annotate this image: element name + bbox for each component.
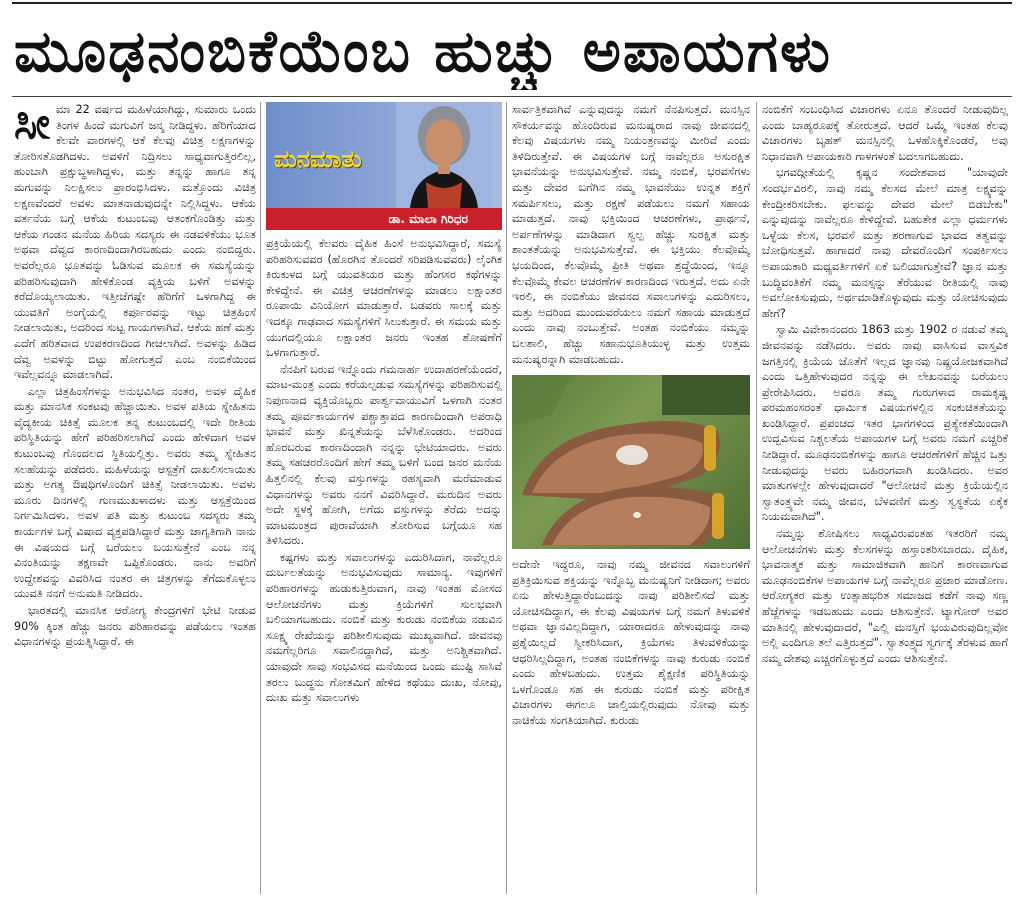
article-headline: ಮೂಢನಂಬಿಕೆಯೆಂಬ ಹುಚ್ಚು ಅಪಾಯಗಳು <box>14 17 832 85</box>
top-rule <box>12 2 1012 4</box>
column-1 <box>14 102 256 894</box>
paragraph: ಭಗವದ್ಗೀತೆಯಲ್ಲಿ ಕೃಷ್ಣನ ಸಂದೇಶವಾದ "ಯಾವುದೇ ಸಂದರ್ಭವಿರಲಿ, ನಾವು ನಮ್ಮ ಕೆಲಸದ ಮೇಲೆ ಮಾತ್ರ ಲಕ್ಷ್ಯವನ್ನು ಕೇಂದ್ರೀಕರಿಸಬೇಕು. ಫಲವನ್ನು ದೇವರ ಮೇಲೆ ಬಿಡಬೇಕು" ಎನ್ನುವುದನ್ನು ನಾವೆಲ್ಲರೂ ಕೇಳಿದ್ದೇವೆ. ಬಹುತೇಕ ಎಲ್ಲಾ ಧರ್ಮಗಳು ಒಳ್ಳೆಯ ಕೆಲಸ, ಭರವಸೆ ಮತ್ತು ಶರಣಾಗುವ ಭಾವದ ತತ್ವವನ್ನು ಬೋಧಿಸುತ್ತವೆ. ಹಾಗಾದರೆ ನಾವು ದೇವರೊಂದಿಗೆ ಸಂಪರ್ಕಿಸಲು ಅಪಾಯಕಾರಿ ಮಧ್ಯವರ್ತಿಗಳಿಗೆ ಏಕೆ ಬಲಿಯಾಗುತ್ತೇವೆ? ಜ್ಞಾನ ಮತ್ತು ಬುದ್ಧಿವಂತಿಕೆಗೆ ನಮ್ಮ ಮನಸ್ಸನ್ನು ತೆರೆಯುವ ರೀತಿಯಲ್ಲಿ ನಾವು ಅವಲೋಕಿಸುವುದು, ಅರ್ಥಮಾಡಿಕೊಳ್ಳುವುದು ಮತ್ತು ಯೋಚಿಸುವುದು ಹೇಗೆ? <box>762 166 1008 320</box>
column-divider <box>506 102 507 894</box>
hands-photo <box>512 375 750 549</box>
burned-palms-image <box>512 375 750 549</box>
column-brand: ಮನಮಾತು <box>274 145 362 173</box>
column-divider <box>756 102 757 894</box>
column-4 <box>762 102 1008 894</box>
column-3 <box>512 102 750 894</box>
author-byline: ಡಾ. ಮಾಲಾ ಗಿರಿಧರ <box>266 208 502 230</box>
paragraph: ಅದೇನೇ ಇದ್ದರೂ, ನಾವು ನಮ್ಮ ಜೀವನದ ಸವಾಲುಗಳಿಗೆ ಪ್ರತಿಕ್ರಿಯಿಸುವ ಶಕ್ತಿಯನ್ನು ಇನ್ನೊಬ್ಬ ಮನುಷ್ಯನಿಗೆ ನೀಡಿದಾಗ; ಅವರು ಏನು ಹೇಳುತ್ತಿದ್ದಾರೆಂಬುದನ್ನು ನಾವು ಪರಿಶೀಲಿಸದೆ ಮತ್ತು ಯೋಚಿಸದಿದ್ದಾಗ, ಈ ಕೆಲವು ವಿಷಯಗಳ ಬಗ್ಗೆ ನಮಗೆ ತಿಳುವಳಿಕೆ ಅಥವಾ ಜ್ಞಾನವಿಲ್ಲದಿದ್ದಾಗ, ಯಾರಾದರೂ ಹೇಳುವುದನ್ನು ನಾವು ಪ್ರಶ್ನೆಯಿಲ್ಲದೆ ಸ್ವೀಕರಿಸಿದಾಗ, ಕ್ರಿಯೆಗಳು ತಿಳುವಳಿಕೆಯನ್ನು ಆಧರಿಸಿಲ್ಲದಿದ್ದಾಗ, ಅಂತಹ ನಂಬಿಕೆಗಳನ್ನು ನಾವು ಕುರುಡು ನಂಬಿಕೆ ಎಂದು ಹೇಳಬಹುದು. ಉತ್ತಮ ಶೈಕ್ಷಣಿಕ ಪರಿಸ್ಥಿತಿಯನ್ನು ಒಳಗೊಂಡೂ ಸಹ ಈ ಕುರುಡು ನಂಬಿಕೆ ಮತ್ತು ಪರೀಕ್ಷಿತ ವಿಚಾರಗಳು ಈಗಲೂ ಚಾಲ್ತಿಯಲ್ಲಿರುವುದು ನೋವು ಮತ್ತು ನಾಚಿಕೆಯ ಸಂಗತಿಯಾಗಿದೆ. ಕುರುಡು <box>512 558 750 728</box>
paragraph: ನಮ್ಮನ್ನು ಶೋಷಿಸಲು ಸಾಧ್ಯವಿರುವಂತಹ ಇತರರಿಗೆ ನಮ್ಮ ಆಲೋಚನೆಗಳು ಮತ್ತು ಕೆಲಸಗಳನ್ನು ಹಸ್ತಾಂತರಿಸಬಾರದು. ದೈಹಿಕ, ಭಾವನಾತ್ಮಕ ಮತ್ತು ಸಾಮಾಜಿಕವಾಗಿ ಹಾನಿಗೆ ಕಾರಣವಾಗುವ ಮೂಢನಂಬಿಕೆಗಳ ಅಪಾಯಗಳ ಬಗ್ಗೆ ನಾವೆಲ್ಲರೂ ಪ್ರಚಾರ ಮಾಡೋಣ. ಆರೋಗ್ಯಕರ ಮತ್ತು ಉತ್ಸಾಹಭರಿತ ಸಮಾಜದ ಕಡೆಗೆ ನಾವು ಸಣ್ಣ ಹೆಜ್ಜೆಗಳನ್ನು ಇಡಬಹುದು ಎಂದು ಆಶಿಸುತ್ತೇನೆ. ಟ್ಯಾಗೋರ್ ಅವರ ಮಾತಿನಲ್ಲಿ ಹೇಳುವುದಾದರೆ, "ಎಲ್ಲಿ ಮನಸ್ಸಿಗೆ ಭಯವಿರುವುದಿಲ್ಲವೋ ಅಲ್ಲಿ ಎಂದಿಗೂ ತಲೆ ಎತ್ತಿರುತ್ತದೆ". ಸ್ವಾತಂತ್ರ್ಯದ ಸ್ವರ್ಗಕ್ಕೆ ತೆರಳುವ ಹಾಗೆ ನಮ್ಮ ದೇಶವು ಎಚ್ಚರಗೊಳ್ಳುತ್ತದೆ ಎಂದು ಆಶಿಸುತ್ತೇನೆ. <box>762 527 1008 665</box>
paragraph: ಸಾರ್ವತ್ರಿಕವಾಗಿವೆ ಎನ್ನುವುದನ್ನು ನಮಗೆ ನೆನಪಿಸುತ್ತದೆ. ಮನಸ್ಸಿನ ಸೌಕರ್ಯವನ್ನು ಹೊಂದಿರುವ ಮನುಷ್ಯರಾದ ನಾವು ಜೀವನದಲ್ಲಿ ಕೆಲವು ವಿಷಯಗಳು ನಮ್ಮ ನಿಯಂತ್ರಣವನ್ನು ಮೀರಿವೆ ಎಂದು ತಿಳಿದಿರುತ್ತೇವೆ. ಈ ವಿಷಯಗಳ ಬಗ್ಗೆ ನಾವೆಲ್ಲರೂ ಅಸುರಕ್ಷಿತ ಭಾವನೆಯನ್ನು ಅನುಭವಿಸುತ್ತೇವೆ. ನಮ್ಮ ನಂಬಿಕೆ, ಭರವಸೆಗಳು ಮತ್ತು ದೇವರ ಬಗೆಗಿನ ನಮ್ಮ ಭಾವನೆಯು ಉನ್ನತ ಶಕ್ತಿಗೆ ಸಮರ್ಪಿಸಲು, ಮತ್ತು ರಕ್ಷಣೆ ಪಡೆಯಲು ನಮಗೆ ಸಹಾಯ ಮಾಡುತ್ತದೆ. ನಾವು ಭಕ್ತಿಯಿಂದ ಆಚರಣೆಗಳು, ಪ್ರಾರ್ಥನೆ, ಅರ್ಪಣೆಗಳನ್ನು ಮಾಡಿದಾಗ ಸ್ವಲ್ಪ ಹೆಚ್ಚು ಸುರಕ್ಷಿತ ಮತ್ತು ಶಾಂತತೆಯನ್ನು ಅನುಭವಿಸುತ್ತೇವೆ. ಈ ಭಕ್ತಿಯು ಕೆಲವೊಮ್ಮೆ ಭಯದಿಂದ, ಕೆಲವೊಮ್ಮೆ ಪ್ರೀತಿ ಅಥವಾ ಶ್ರದ್ಧೆಯಿಂದ, ಇನ್ನೂ ಕೆಲವೊಮ್ಮೆ ಕೇವಲ ಆಚರಣೆಗಳ ಕಾರಣದಿಂದ ಇರುತ್ತದೆ. ಅದು ಏನೇ ಇರಲಿ, ಈ ನಂಬಿಕೆಯು ಜೀವನದ ಸವಾಲುಗಳನ್ನು ಎದುರಿಸಲು, ಮತ್ತು ಅದರಿಂದ ಮುಂದುವರೆಯಲು ನಮಗೆ ಸಹಾಯ ಮಾಡುತ್ತದೆ ಎಂದು ನಾವು ನಂಬುತ್ತೇವೆ. ಅಂತಹ ನಂಬಿಕೆಯು ನಮ್ಮನ್ನು ಬಲಶಾಲಿ, ಹೆಚ್ಚು ಸಹಾನುಭೂತಿಯುಳ್ಳ ಮತ್ತು ಉತ್ತಮ ಮನುಷ್ಯರನ್ನಾಗಿ ಮಾಡಬಹುದು. <box>512 103 750 366</box>
paragraph: ನಂಬಿಕೆಗೆ ಸಂಬಂಧಿಸಿದ ವಿಚಾರಗಳು ಏನೂ ತೊಂದರೆ ನೀಡುವುದಿಲ್ಲ ಎಂದು ಬಾಹ್ಯರೂಪಕ್ಕೆ ತೋರುತ್ತದೆ. ಆದರೆ ಒಮ್ಮೆ ಇಂತಹ ಕೆಲವು ವಿಚಾರಗಳು ಬೃಹತ್ ಮನಸ್ಸಿನಲ್ಲಿ ಒಳಹೊಕ್ಕಿಕೊಂಡರೆ, ಅವು ನಿಧಾನವಾಗಿ ಅಪಾಯಕಾರಿ ಗಾಳಗಳಂತೆ ಬದಲಾಗಬಹುದು. <box>762 103 1008 163</box>
paragraph: ನೆನಪಿಗೆ ಬರುವ ಇನ್ನೊಂದು ಗಮನಾರ್ಹ ಉದಾಹರಣೆಯೆಂದರೆ, ಮಾಟ-ಮಂತ್ರ ಎಂದು ಕರೆಯಲ್ಪಡುವ ಸಮಸ್ಯೆಗಳನ್ನು ಪರಿಹರಿಸುವಲ್ಲಿ ನಿಪುಣನಾದ ವ್ಯಕ್ತಿಯೊಬ್ಬರು ಪಾರ್ಶ್ವವಾಯುವಿಗೆ ಒಳಗಾಗಿ ನಂತರ ತಮ್ಮ ಪೂರ್ವಕಾರ್ಯಗಳ ಪಶ್ಚಾತ್ತಾಪದ ಕಾರಣದಿಂದಾಗಿ ಅಪರಾಧಿ ಭಾವನೆ ಮತ್ತು ಖಿನ್ನತೆಯನ್ನು ಬೆಳೆಸಿಕೊಂಡರು. ಅದರಿಂದ ಹೊರಬರುವ ಕಾರಣದಿಂದಾಗಿ ನನ್ನನ್ನು ಭೇಟಿಯಾದರು. ಅವರು ತಮ್ಮ ಸಹಚರರೊಂದಿಗೆ ಹೇಗೆ ತಮ್ಮ ಬಳಿಗೆ ಬಂದ ಜನರ ಮನೆಯ ಹಿತ್ತಲಿನಲ್ಲಿ ಕೆಲವು ವಸ್ತುಗಳನ್ನು ರಹಸ್ಯವಾಗಿ ಮರೆಮಾಡುವ ವಿಧಾನಗಳನ್ನು ಅವರು ನನಗೆ ವಿವರಿಸಿದ್ದಾರೆ. ಮರುದಿನ ಅವರು ಅದೇ ಸ್ಥಳಕ್ಕೆ ಹೋಗಿ, ಅಗೆದು ವಸ್ತುಗಳನ್ನು ತೆರೆದು ಅದನ್ನು ಮಾಟಮಂತ್ರದ ಪುರಾವೆಯಾಗಿ ತೋರಿಸುವ ಬಗ್ಗೆಯೂ ಸಹ ತಿಳಿಸಿದರು. <box>266 362 502 548</box>
paragraph: ಸ್ವಾಮಿ ವಿವೇಕಾನಂದರು 1863 ಮತ್ತು 1902 ರ ನಡುವೆ ತಮ್ಮ ಜೀವನವನ್ನು ನಡೆಸಿದರು. ಅವರು ನಾವು ವಾಸಿಸುವ ವಾಸ್ತವಿಕ ಜಗತ್ತಿನಲ್ಲಿ ಕ್ರಿಯೆಯ ಜೊತೆಗೆ ಇಲ್ಲದ ಜ್ಞಾನವು ನಿಷ್ಪ್ರಯೋಜಕವಾಗಿದೆ ಎಂದು ಒತ್ತಿಹೇಳುವುದರ ನನ್ನನ್ನು ಈ ಲೇಖನವನ್ನು ಬರೆಯಲು ಪ್ರೇರೇಪಿಸಿದರು. ಅವರೂ ತಮ್ಮ ಗುರುಗಳಾದ ರಾಮಕೃಷ್ಣ ಪರಮಹಂಸರಂತೆ ಧಾರ್ಮಿಕ ವಿಷಯಗಳಲ್ಲಿನ ಸಂಕುಚಿತತೆಯನ್ನು ಖಂಡಿಸಿದ್ದಾರೆ. ಪ್ರಪಂಚದ ಇತರ ಭಾಗಗಳಿಂದ ಪ್ರತ್ಯೇಕತೆಯಿಂದಾಗಿ ಉದ್ಭವಿಸುವ ನಿಶ್ಚಲತೆಯ ಅಪಾಯಗಳ ಬಗ್ಗೆ ಅವರು ನಮಗೆ ಎಚ್ಚರಿಕೆ ನೀಡಿದ್ದಾರೆ. ಮೂಢನಂಬಿಕೆಗಳನ್ನು ಹಾಗೂ ಆಚರಣೆಗಳಿಗೆ ಹೆಚ್ಚಿನ ಒತ್ತು ನೀಡುವುದನ್ನು ಅವರು ಬಹಿರಂಗವಾಗಿ ಖಂಡಿಸಿದರು. ಅವರ ಮಾತುಗಳಲ್ಲೇ ಹೇಳುವುದಾದರೆ "ಆಲೋಚನೆ ಮತ್ತು ಕ್ರಿಯೆಯಲ್ಲಿನ ಸ್ವಾತಂತ್ರ್ಯವೇ ನಮ್ಮ ಜೀವನ, ಬೆಳವಣಿಗೆ ಮತ್ತು ಸ್ವಸ್ಥತೆಯ ಏಕೈಕ ನಿಯಮವಾಗಿದೆ". <box>762 323 1008 524</box>
column-2 <box>266 102 502 894</box>
lead-paragraph <box>14 102 256 383</box>
author-portrait <box>396 102 492 208</box>
paragraph: ಪ್ರಕ್ರಿಯೆಯಲ್ಲಿ ಕೆಲವರು ದೈಹಿಕ ಹಿಂಸೆ ಅನುಭವಿಸಿದ್ದಾರೆ, ಸಮಸ್ಯೆ ಪರಿಹರಿಸುವವರ (ಹೊರಗಿನ ತೊಂದರೆ ಸರಿಪಡಿಸುವವರು) ಲೈಂಗಿಕ ಕಿರುಕುಳದ ಬಗ್ಗೆ ಯುವತಿಯರ ಮತ್ತು ಹೆಂಗಸರ ಕಥೆಗಳನ್ನು ಕೇಳಿದ್ದೇನೆ. ಈ ವಿಚಿತ್ರ ಆಚರಣೆಗಳನ್ನು ಮಾಡಲು ಲಕ್ಷಾಂತರ ರೂಪಾಯಿ ವಿನಿಯೋಗ ಮಾಡುತ್ತಾರೆ. ಬಡವರು ಸಾಲಕ್ಕೆ ಮತ್ತು ಇದಕ್ಕೂ ಗಾಢವಾದ ಸಮಸ್ಯೆಗಳಿಗೆ ಸಿಲುಕುತ್ತಾರೆ. ಈ ಸಮಯ ಮತ್ತು ಯುಗದಲ್ಲಿಯೂ ಲಕ್ಷಾಂತರ ಜನರು ಇಂತಹ ಶೋಷಣೆಗೆ ಒಳಗಾಗುತ್ತಾರೆ. <box>266 237 502 360</box>
column-divider <box>260 102 261 894</box>
drop-cap: ಸೀ <box>14 102 51 149</box>
paragraph: ಎಲ್ಲಾ ಚಿತ್ರಹಿಂಸೆಗಳನ್ನು ಅನುಭವಿಸಿದ ನಂತರ, ಅವಳ ದೈಹಿಕ ಮತ್ತು ಮಾನಸಿಕ ಸಂಕಟವು ಹೆಚ್ಚಾಯಿತು. ಅವಳ ಪತಿಯ ಸ್ನೇಹಿತನು ವೈದ್ಯಕೀಯ ಚಿಕಿತ್ಸೆ ಮೂಲಕ ತನ್ನ ಕುಟುಂಬದಲ್ಲಿ ಇದೇ ರೀತಿಯ ಪರಿಸ್ಥಿತಿಯನ್ನು ಹೇಗೆ ಪರಿಹರಿಸಲಾಗಿದೆ ಎಂದು ಹೇಳಿದಾಗ ಅವಳ ಕುಟುಂಬವು ಗೊಂದಲದ ಸ್ಥಿತಿಯಲ್ಲಿತ್ತು. ಅವರು ತಮ್ಮ ಸ್ನೇಹಿತನ ಸಲಹೆಯನ್ನು ಪಡೆದರು. ಮಹಿಳೆಯನ್ನು ಆಸ್ಪತ್ರೆಗೆ ದಾಖಲಿಸಲಾಯಿತು ಮತ್ತು ಅಗತ್ಯ ಔಷಧಿಗಳೊಂದಿಗೆ ಚಿಕಿತ್ಸೆ ನೀಡಲಾಯಿತು. ಅವಳು ಮೂರು ದಿನಗಳಲ್ಲಿ ಗುಣಮುಖಳಾದಳು ಮತ್ತು ಆಸ್ಪತ್ರೆಯಿಂದ ನಿರ್ಗಮಿಸಿದಳು. ಅವಳ ಪತಿ ಮತ್ತು ಕುಟುಂಬ ಸದಸ್ಯರು ತಮ್ಮ ಕಾರ್ಯಗಳ ಬಗ್ಗೆ ವಿಷಾದ ವ್ಯಕ್ತಪಡಿಸಿದ್ದಾರೆ ಮತ್ತು ಜಾಗೃತಿಗಾಗಿ ನಾನು ಈ ವಿಷಯದ ಬಗ್ಗೆ ಬರೆಯಲು ಬಯಸುತ್ತೇನೆ ಎಂಬ ನನ್ನ ವಿನಂತಿಯನ್ನು ತಕ್ಷಣವೇ ಒಪ್ಪಿಕೊಂಡರು. ನಾನು ಅವರಿಗೆ ಉದ್ದೇಶವನ್ನು ವಿವರಿಸಿದ ನಂತರ ಈ ಚಿತ್ರಗಳನ್ನು ತೆಗೆದುಕೊಳ್ಳಲು ಯುವತಿ ನನಗೆ ಅನುಮತಿ ನೀಡಿದರು. <box>14 384 256 601</box>
paragraph: ಭಾರತದಲ್ಲಿ ಮಾನಸಿಕ ಆರೋಗ್ಯ ಕೇಂದ್ರಗಳಿಗೆ ಭೇಟಿ ನೀಡುವ 90% ಕ್ಕಿಂತ ಹೆಚ್ಚು ಜನರು ಪರಿಹಾರವನ್ನು ಪಡೆಯಲು ಇಂತಹ ವಿಧಾನಗಳನ್ನು ಪ್ರಯತ್ನಿಸಿದ್ದಾರೆ. ಈ <box>14 604 256 649</box>
headline-rule <box>12 96 1012 97</box>
paragraph: ಕಷ್ಟಗಳು ಮತ್ತು ಸವಾಲುಗಳನ್ನು ಎದುರಿಸಿದಾಗ, ನಾವೆಲ್ಲರೂ ದುರ್ಬಲತೆಯನ್ನು ಅನುಭವಿಸುವುದು ಸಾಮಾನ್ಯ. ಇವುಗಳಿಗೆ ಪರಿಹಾರಗಳನ್ನು ಹುಡುಕುತ್ತಿರುವಾಗ, ನಾವು ಇಂತಹ ಮೋಸದ ಆಲೋಚನೆಗಳು ಮತ್ತು ಕ್ರಿಯೆಗಳಿಗೆ ಸುಲಭವಾಗಿ ಬಲಿಯಾಗಬಹುದು. ನಂಬಿಕೆ ಮತ್ತು ಕುರುಡು ನಂಬಿಕೆಯ ನಡುವಿನ ಸೂಕ್ಷ್ಮ ರೇಖೆಯನ್ನು ಪರಿಶೀಲಿಸುವುದು ಮುಖ್ಯವಾಗಿದೆ. ಜೀವನವು ನಮಗೆಲ್ಲರಿಗೂ ಸವಾಲಿನದ್ದಾಗಿದೆ, ಮತ್ತು ಅನಿಶ್ಚಿತವಾಗಿದೆ. ಯಾವುದೇ ಸಾವು ಸಂಭವಿಸದ ಮನೆಯಿಂದ ಒಂದು ಮುಷ್ಟಿ ಸಾಸಿವೆ ತರಲು ಬುದ್ಧನು ಗೋತಮಿಗೆ ಹೇಳಿದ ಕಥೆಯು ದುಃಖ, ನೋವು, ದುಃಖ ಮತ್ತು ಸವಾಲುಗಳು <box>266 550 502 705</box>
author-panel <box>266 102 502 230</box>
paragraph-text: ಮಾ 22 ವರ್ಷದ ಮಹಿಳೆಯಾಗಿದ್ದು, ಸುಮಾರು ಒಂದು ತಿಂಗಳ ಹಿಂದೆ ಮಗುವಿಗೆ ಜನ್ಮ ನೀಡಿದ್ದಳು. ಹೆರಿಗೆಯಾದ ಕೆಲವೇ ವಾರಗಳಲ್ಲಿ ಆಕೆ ಕೆಲವು ವಿಚಿತ್ರ ಲಕ್ಷಣಗಳನ್ನು ತೋರಿಸತೊಡಗಿದಳು. ಅವಳಿಗೆ ನಿದ್ರಿಸಲು ಸಾಧ್ಯವಾಗುತ್ತಿರಲಿಲ್ಲ, ಹುಂಬಾಗಿ ಪ್ರಕ್ಷುಬ್ಧಳಾಗಿದ್ದಳು, ಮತ್ತು ತನ್ನನ್ನು ಹಾಗೂ ತನ್ನ ಮಗುವನ್ನು ನಿಲಕ್ಷಿಸಲು ಪ್ರಾರಂಭಿಸಿದಳು. ಮತ್ತೊಂದು ವಿಚಿತ್ರ ಲಕ್ಷಣವೆಂದರೆ ಅವಳು ಮಾತನಾಡುವುದನ್ನೇ ನಿಲ್ಲಿಸಿದ್ದಳು. ಆಕೆಯ ವರ್ತನೆಯ ಬಗ್ಗೆ ಆಕೆಯ ಕುಟುಂಬವು ಆತಂಕಗೊಂಡಿತ್ತು ಮತ್ತು ಆಕೆಯ ಗಂಡನ ಮನೆಯ ಹಿರಿಯ ಸದಸ್ಯರು ಈ ನಡವಳಿಕೆಯು ಭೂತ ಅಥವಾ ದೆವ್ವದ ಕಾರಣದಿಂದಾಗಿರಬಹುದು ಎಂದು ನಂಬಿದ್ದರು. ಅವರೆಲ್ಲರೂ ಭೂತವನ್ನು ಓಡಿಸುವ ಮೂಲಕ ಈ ಸಮಸ್ಯೆಯನ್ನು ಪರಿಹರಿಸುವುದಾಗಿ ಹೇಳಿಕೊಂಡ ವ್ಯಕ್ತಿಯ ಬಳಿಗೆ ಅವಳನ್ನು ಕರೆದೊಯ್ಯಲಾಯಿತು. ಇತ್ತೀಚೆಗಷ್ಟೇ ಹೆರಿಗೆಗೆ ಒಳಗಾಗಿದ್ದ ಈ ಯುವತಿಗೆ ಅಂಗೈಯಲ್ಲಿ ಕರ್ಪೂರವನ್ನು ಇಟ್ಟು ಚಿತ್ರಹಿಂಸೆ ನೀಡಲಾಯಿತು, ಅದರಿಂದ ಸುಟ್ಟ ಗಾಯಗಳಾಗಿವೆ. ಆಕೆಯ ಹಣೆ ಮತ್ತು ಎದೆಗೆ ಹರಿತವಾದ ಉಪಕರಣದಿಂದ ಗೀಚಲಾಗಿದೆ. ಅವಳನ್ನು ಹಿಡಿದ ದೆವ್ವ ಅವಳನ್ನು ಬಿಟ್ಟು ಹೋಗುತ್ತದೆ ಎಂಬ ನಂಬಿಕೆಯಿಂದ ಇವೆಲ್ಲವನ್ನೂ ಮಾಡಲಾಗಿದೆ. <box>14 103 256 382</box>
